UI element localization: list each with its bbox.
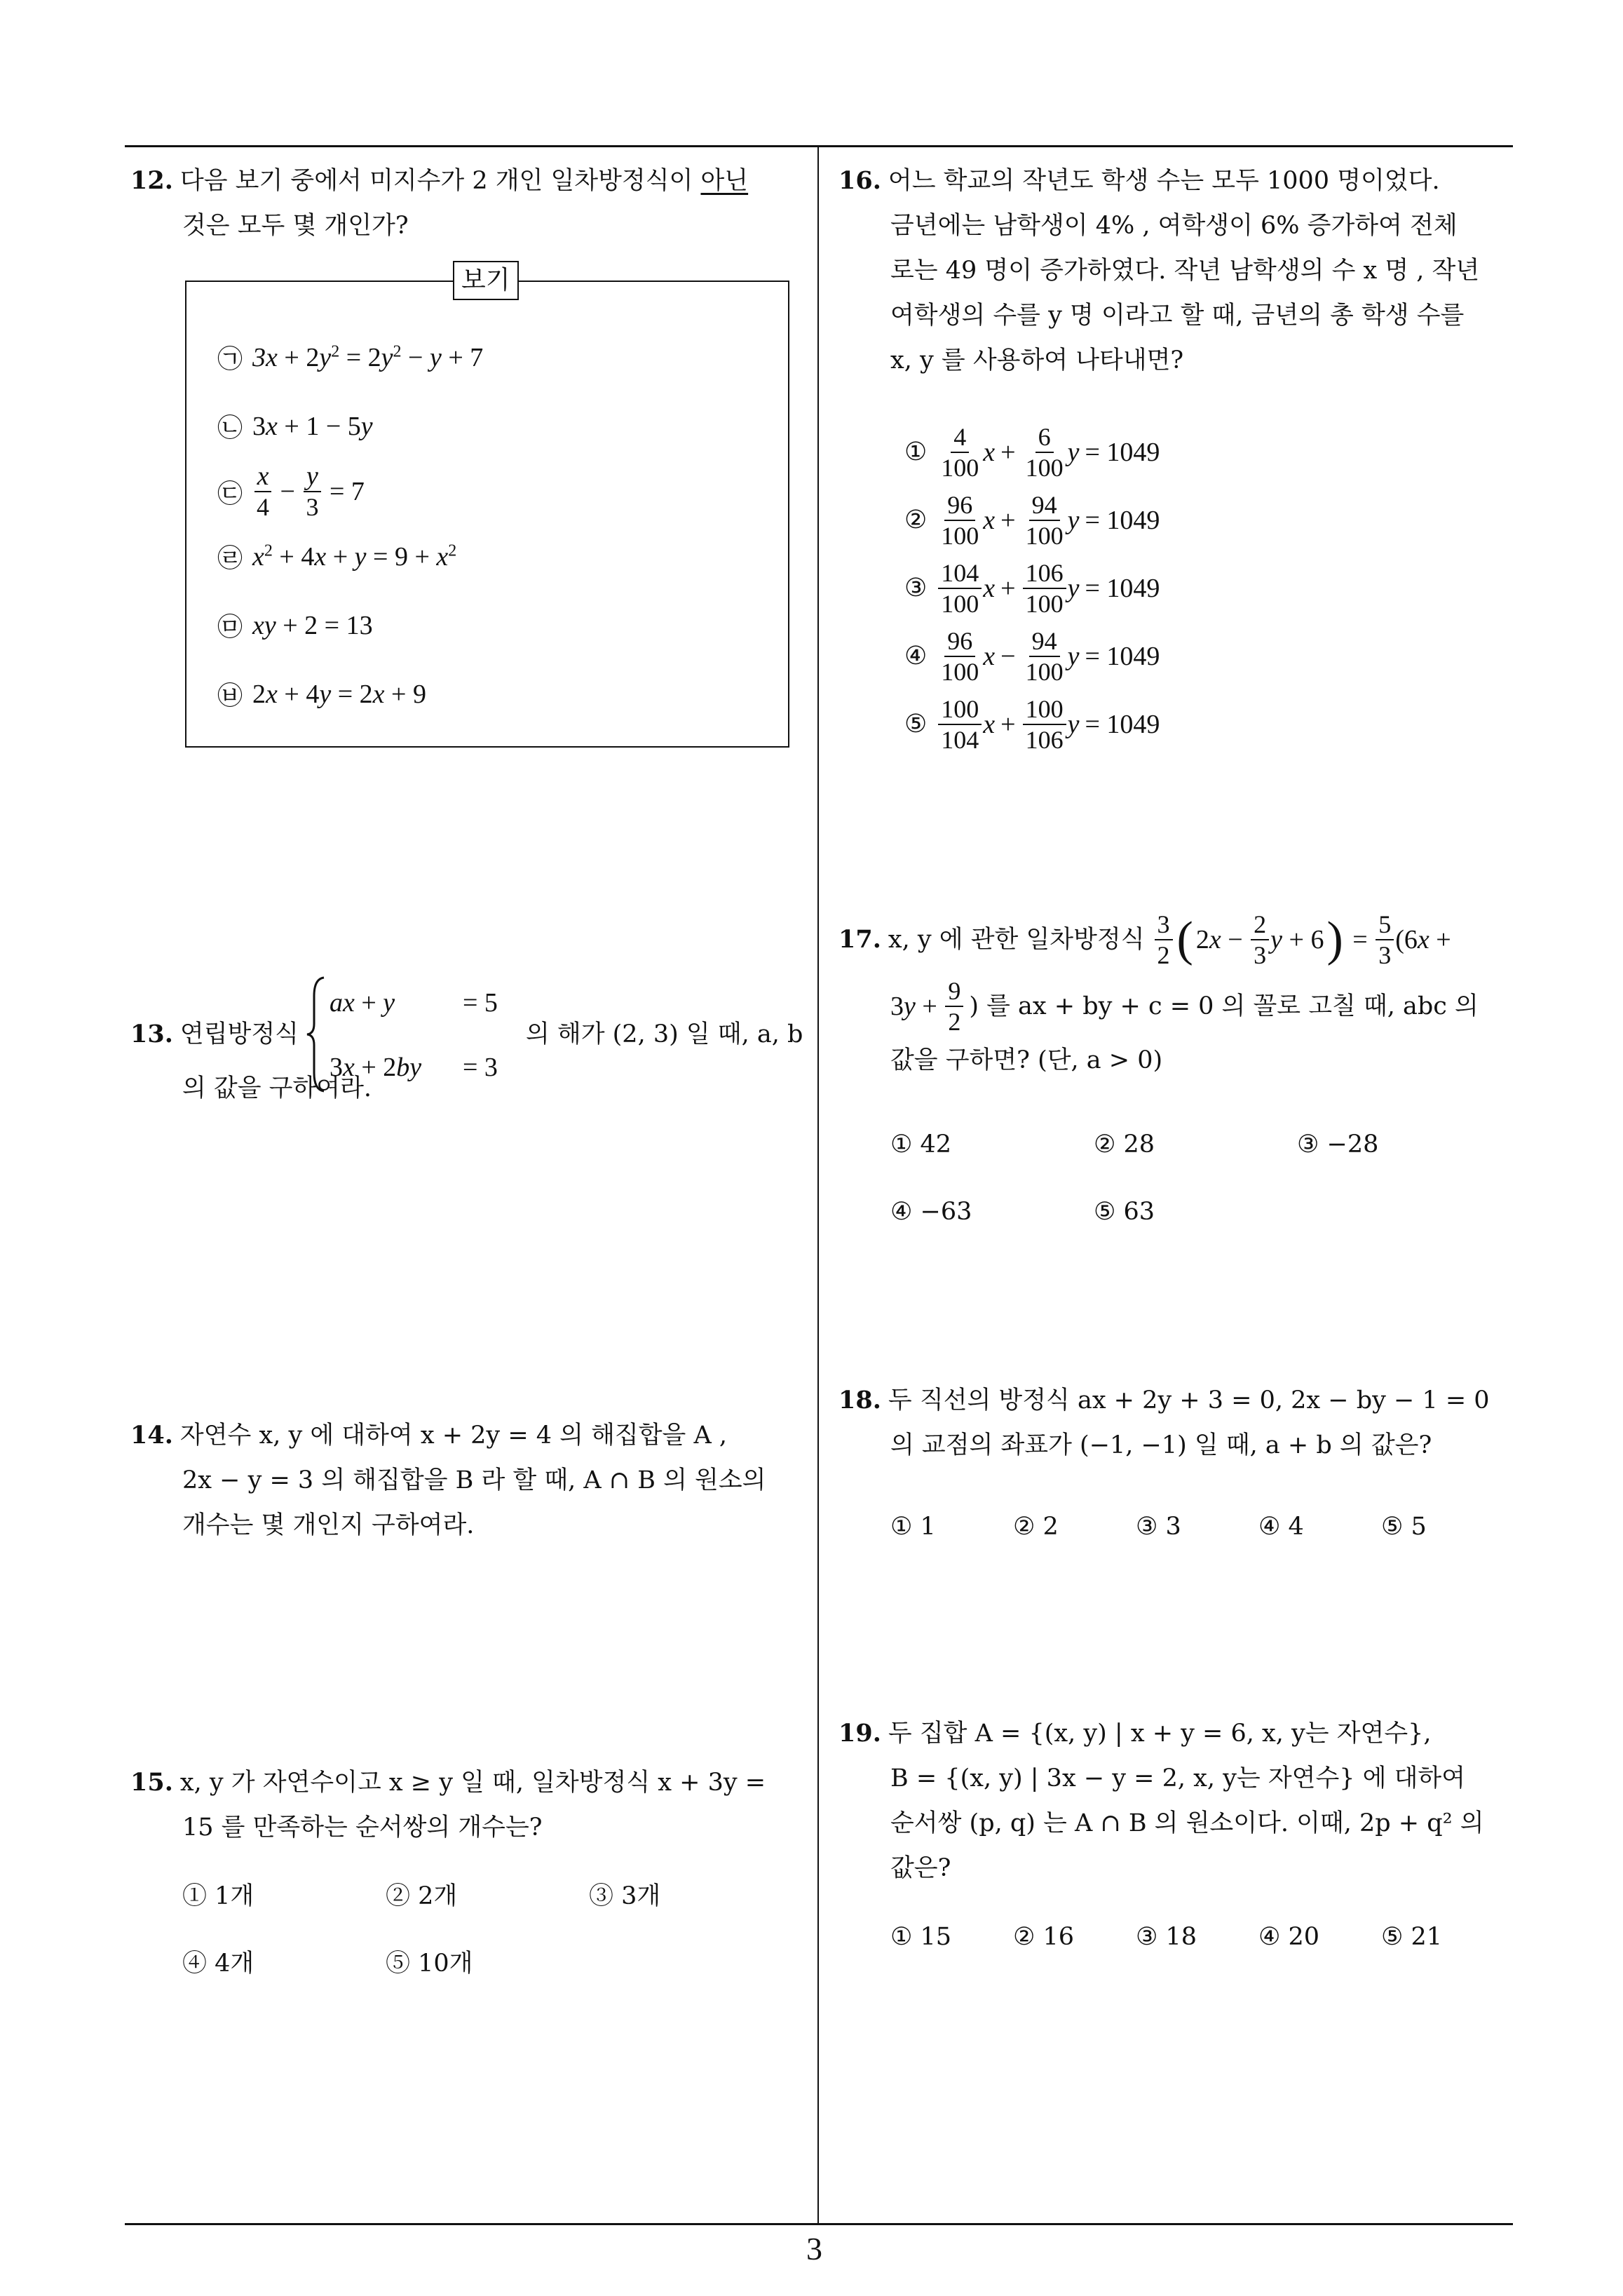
right-hand-side: = 1049 [1085,709,1160,739]
bogi-mark: ㉤ [217,613,243,642]
question-13 [130,975,803,1111]
equation: $\frac{3}{2}$ ( 2 x − $\frac{2}{3}$ y + 6 ) = $\frac{5}{3}$ (6 x + [1153,910,1451,970]
choice-5[interactable]: ⑤ 63 [1094,1198,1155,1226]
question-number: 13. [130,1020,173,1048]
choice-row [838,1493,1512,1560]
choice-4[interactable]: ④ 4 [1258,1513,1304,1541]
question-text: B = {(x, y) | 3x − y = 2, x, y는 자연수} 에 대하여 [890,1764,1466,1792]
question-16 [838,158,1512,383]
system-eq2-left: 3x + 2by [329,1053,422,1082]
operator: + [1000,709,1016,739]
operator: + [1000,437,1016,467]
choice-mark: ① [904,438,928,466]
right-hand-side: = 1049 [1085,641,1160,671]
page-number: 3 [806,2231,822,2267]
question-number: 14. [130,1421,173,1450]
choice-5[interactable]: ⑤ $\frac{100}{104}$ x + $\frac{100}{106}$ y = 1049 [904,694,1160,754]
underlined-word: 아닌 [700,167,749,195]
fraction-denominator: 100 [941,453,979,482]
fraction-numerator: 4 [951,422,969,453]
fraction-numerator: 106 [1023,558,1066,589]
choice-2[interactable]: ② 2개 [386,1882,458,1910]
top-rule [125,145,1513,147]
question-text: 자연수 x, y 에 대하여 x + 2y = 4 의 해집합을 A , [179,1422,727,1450]
fraction-denominator: 100 [1025,589,1064,618]
question-number: 18. [838,1386,881,1414]
right-hand-side: = 1049 [1085,437,1160,467]
fraction-denominator: 100 [1025,657,1064,686]
question-19 [838,1711,1512,1971]
q16-choices [904,418,1507,758]
bogi-mark: ㉣ [217,544,243,573]
equation-continued: 3 y + $\frac{9}{2}$ [890,976,965,1036]
bogi-item: ㉠ $3x + 2y^2 = 2y^2 - y + 7$ [217,339,483,375]
bogi-mark: ㉢ [217,479,243,508]
question-text: 개수는 몇 개인지 구하여라. [182,1511,475,1539]
fraction-numerator: 94 [1029,490,1060,521]
system-eq1-right: = 5 [462,988,498,1018]
question-text: 값은? [890,1854,951,1882]
choice-2[interactable]: ② 16 [1013,1923,1075,1951]
question-text: 15 를 만족하는 순서쌍의 개수는? [182,1814,543,1842]
question-text: 연립방정식 [179,1020,299,1048]
choice-5[interactable]: ⑤ 21 [1381,1923,1443,1951]
choice-4[interactable]: ④ 20 [1258,1923,1320,1951]
bogi-box [185,266,789,748]
fraction-denominator: 104 [941,725,979,754]
question-number: 17. [838,925,881,954]
choice-mark: ③ [904,574,928,602]
choice-3[interactable]: ③ 3 [1136,1513,1181,1541]
question-text: ) 를 ax + by + c = 0 의 꼴로 고칠 때, abc 의 [969,992,1479,1020]
operator: + [1000,573,1016,603]
choice-1[interactable]: ① 42 [890,1130,952,1159]
fraction-denominator: 100 [941,521,979,550]
choice-3[interactable]: ③ 3개 [589,1882,661,1910]
choice-2[interactable]: ② 28 [1094,1130,1155,1159]
bogi-item: ㉤ xy + 2 = 13 [217,607,373,643]
bogi-mark: ㉡ [217,414,243,443]
choice-3[interactable]: ③ −28 [1297,1130,1379,1159]
choice-mark: ④ [904,642,928,670]
fraction-numerator: 100 [938,694,982,725]
bogi-item: ㉥ 2x + 4y = 2x + 9 [217,676,426,712]
choice-2[interactable]: ② 2 [1013,1513,1059,1541]
question-12 [130,158,803,248]
question-text: 의 해가 (2, 3) 일 때, a, b [525,1020,803,1048]
choice-row [838,1903,1512,1971]
fraction-denominator: 100 [941,589,979,618]
system-eq2-right: = 3 [462,1053,498,1082]
question-text: 어느 학교의 작년도 학생 수는 모두 1000 명이었다. [888,167,1440,195]
fraction-numerator: 100 [1023,694,1066,725]
bogi-mark: ㉥ [217,682,243,710]
bogi-item: ㉣ $x^2 + 4x + y = 9 + x^2$ [217,539,456,574]
question-text: 로는 49 명이 증가하였다. 작년 남학생의 수 x 명 , 작년 [890,257,1480,285]
question-18 [838,1378,1512,1560]
choice-4[interactable]: ④ −63 [890,1198,972,1226]
choice-1[interactable]: ① 1개 [182,1882,254,1910]
choice-row [838,1178,1512,1245]
fraction-denominator: 100 [1025,521,1064,550]
choice-1[interactable]: ① 1 [890,1513,936,1541]
question-number: 12. [130,166,173,195]
question-text: 다음 보기 중에서 미지수가 2 개인 일차방정식이 [179,167,693,195]
question-text: 2x − y = 3 의 해집합을 B 라 할 때, A ∩ B 의 원소의 [182,1466,766,1494]
question-number: 19. [838,1719,881,1748]
operator: − [1000,641,1016,671]
choice-3[interactable]: ③ 18 [1136,1923,1197,1951]
fraction-numerator: 104 [938,558,982,589]
question-17 [838,905,1512,1245]
bogi-label: 보기 [453,261,519,300]
choice-row [130,1930,803,1997]
bogi-item: ㉡ 3x + 1 − 5y [217,408,373,444]
choice-4[interactable]: ④ $\frac{96}{100}$ x − $\frac{94}{100}$ y = 1049 [904,626,1160,686]
question-number: 16. [838,166,881,195]
question-14 [130,1413,803,1548]
fraction-numerator: 94 [1029,626,1060,657]
fraction-numerator: 96 [944,626,975,657]
choice-mark: ② [904,506,928,534]
column-divider [817,145,819,2224]
question-text: 여학생의 수를 y 명 이라고 할 때, 금년의 총 학생 수를 [890,302,1465,330]
fraction-denominator: 100 [1025,453,1064,482]
bogi-mark: ㉠ [217,345,243,374]
question-text: 금년에는 남학생이 4% , 여학생이 6% 증가하여 전체 [890,212,1458,240]
question-number: 15. [130,1768,173,1797]
operator: + [1000,505,1016,535]
bottom-rule [125,2223,1513,2225]
right-hand-side: = 1049 [1085,505,1160,535]
choice-row [838,1111,1512,1178]
question-15 [130,1760,803,1997]
question-text: 의 교점의 좌표가 (−1, −1) 일 때, a + b 의 값은? [890,1431,1432,1459]
question-text: x, y 를 사용하여 나타내면? [890,346,1184,374]
question-text: 두 집합 A = {(x, y) | x + y = 6, x, y는 자연수}, [888,1720,1432,1748]
choice-5[interactable]: ⑤ 10개 [386,1950,473,1978]
choice-mark: ⑤ [904,710,928,738]
bogi-item: ㉢ $\frac{x}{4}$ − $\frac{y}{3}$ = 7 [217,461,365,521]
fraction-numerator: 96 [944,490,975,521]
choice-1[interactable]: ① $\frac{4}{100}$ x + $\frac{6}{100}$ y = 1049 [904,422,1160,482]
right-hand-side: = 1049 [1085,573,1160,603]
question-text: 의 값을 구하여라. [182,1074,372,1102]
question-text: x, y 에 관한 일차방정식 [888,926,1145,954]
choice-1[interactable]: ① 15 [890,1923,952,1951]
choice-row [130,1863,803,1930]
choice-2[interactable]: ② $\frac{96}{100}$ x + $\frac{94}{100}$ y = 1049 [904,490,1160,550]
choice-3[interactable]: ③ $\frac{104}{100}$ x + $\frac{106}{100}$ y = 1049 [904,558,1160,618]
question-text: 순서쌍 (p, q) 는 A ∩ B 의 원소이다. 이때, 2p + q² 의 [890,1809,1484,1837]
question-text: 값을 구하면? (단, a > 0) [890,1046,1163,1074]
system-eq1-left: ax + y [329,988,395,1018]
choice-4[interactable]: ④ 4개 [182,1950,254,1978]
fraction-denominator: 106 [1025,725,1064,754]
fraction-denominator: 100 [941,657,979,686]
choice-5[interactable]: ⑤ 5 [1381,1513,1427,1541]
question-text: 두 직선의 방정식 ax + 2y + 3 = 0, 2x − by − 1 = 0 [888,1386,1490,1414]
fraction-numerator: 6 [1035,422,1054,453]
question-text: x, y 가 자연수이고 x ≥ y 일 때, 일차방정식 x + 3y = [179,1769,766,1797]
question-text: 것은 모두 몇 개인가? [182,212,409,240]
